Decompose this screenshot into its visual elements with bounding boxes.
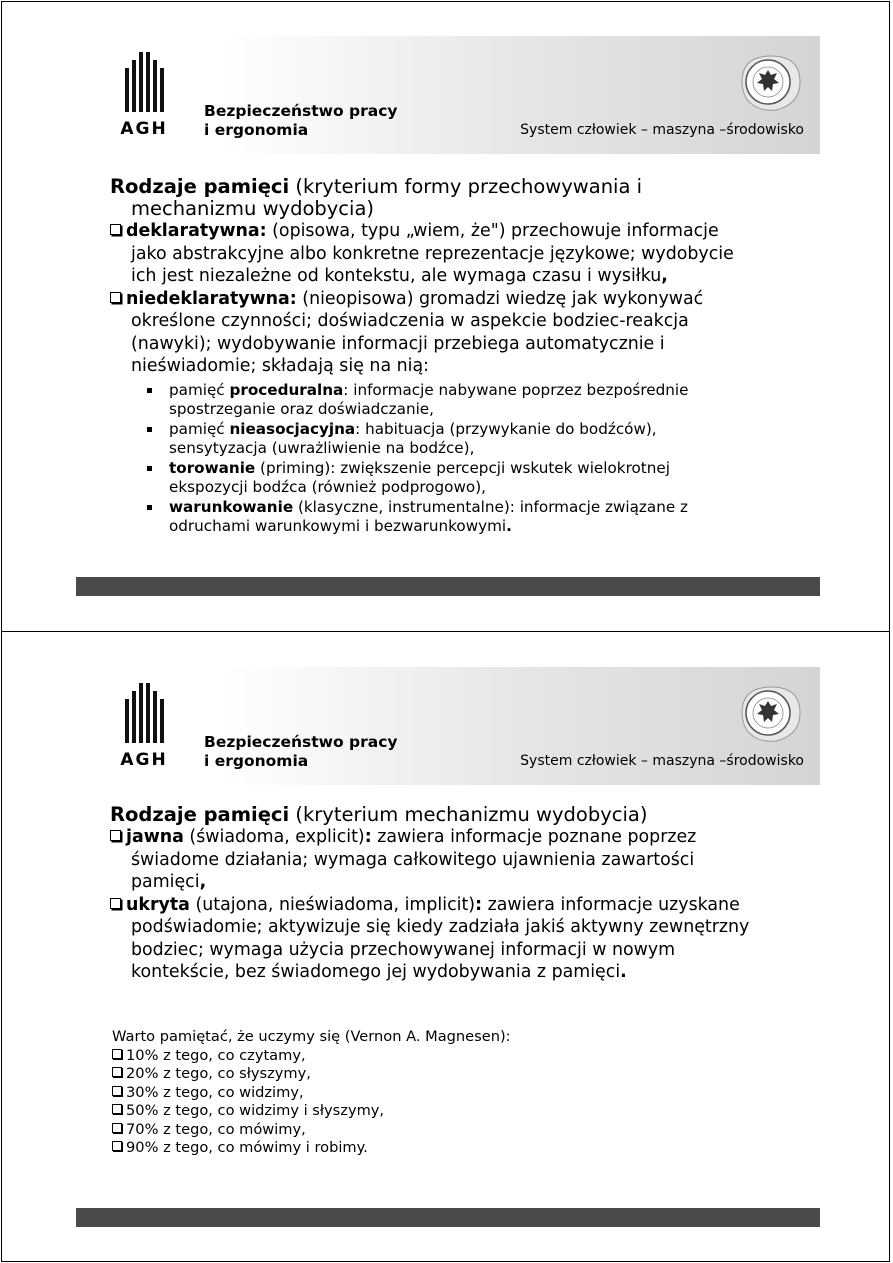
subitem-term: proceduralna xyxy=(229,380,344,399)
checkbox-bullet-icon xyxy=(110,224,121,235)
item-term: niedeklaratywna: xyxy=(126,288,297,309)
course-line-1: Bezpieczeństwo pracy xyxy=(204,733,398,751)
note-item-text: 50% z tego, co widzimy i słyszymy, xyxy=(126,1102,385,1119)
item-text-line xyxy=(110,961,804,984)
item-ukryta xyxy=(110,894,804,917)
item-term: jawna xyxy=(126,827,184,847)
item-end: . xyxy=(620,962,627,982)
course-title xyxy=(204,102,398,140)
item-end: , xyxy=(199,872,207,892)
item-text: zawiera informacje uzyskane xyxy=(482,894,740,915)
item-text-line: nieświadomie; składają się na nią: xyxy=(131,356,430,376)
slide-1 xyxy=(1,1,890,632)
subitem-term: torowanie xyxy=(169,458,256,477)
subitem-pre: pamięć xyxy=(169,419,230,438)
subitem-nieasocjacyjna xyxy=(169,420,804,440)
item-text-line: jako abstrakcyjne albo konkretne reprezentacje językowe; wydobycie xyxy=(131,243,734,264)
note-item xyxy=(112,1121,806,1140)
item-colon: : xyxy=(475,894,483,915)
subitem-line: ekspozycji bodźca (również podprogowo), xyxy=(169,478,486,496)
slide-footer-bar xyxy=(76,1208,820,1227)
item-text-line: bodziec; wymaga użycia przechowywanej informacji w nowym xyxy=(131,939,676,960)
slide-title xyxy=(110,176,804,198)
item-text-line: (nawyki); wydobywanie informacji przebiega automatycznie i xyxy=(131,333,665,354)
note-item xyxy=(112,1047,806,1066)
header-subtitle: System człowiek – maszyna –środowisko xyxy=(520,122,804,138)
square-bullet-icon xyxy=(147,505,152,510)
course-title xyxy=(204,733,398,771)
subitem-line: spostrzeganie oraz doświadczanie, xyxy=(169,400,434,418)
item-jawna xyxy=(110,826,804,849)
note-block xyxy=(112,1028,806,1158)
item-text: ich jest niezależne od kontekstu, ale wymaga czasu i wysiłku xyxy=(131,266,662,286)
slide-title xyxy=(110,804,804,826)
title-rest-2: mechanizmu wydobycia) xyxy=(131,197,374,220)
slide-footer-bar xyxy=(76,577,820,596)
course-line-2: i ergonomia xyxy=(204,752,309,770)
subitem-pre: pamięć xyxy=(169,380,230,399)
subitem-text: : habituacja (przywykanie do bodźców), xyxy=(355,419,657,438)
subitem-text: (priming): zwiększenie percepcji wskutek wielokrotnej xyxy=(255,458,670,477)
subitem-torowanie xyxy=(169,459,804,479)
checkbox-bullet-icon xyxy=(110,898,121,909)
note-item xyxy=(112,1065,806,1084)
item-text-line: określone czynności; doświadczenia w aspekcie bodziec-reakcja xyxy=(131,311,689,331)
checkbox-bullet-icon xyxy=(112,1086,122,1096)
item-text-line: podświadomie; aktywizuje się kiedy zadziała jakiś aktywny zewnętrzny xyxy=(131,917,750,937)
item-text-line xyxy=(110,265,804,288)
title-bold: Rodzaje pamięci xyxy=(110,803,290,826)
agh-logo-icon xyxy=(120,679,172,769)
square-bullet-icon xyxy=(147,427,152,432)
note-item-text: 90% z tego, co mówimy i robimy. xyxy=(126,1139,368,1156)
subitem-term: nieasocjacyjna xyxy=(229,419,356,438)
item-text-line xyxy=(110,871,804,894)
checkbox-bullet-icon xyxy=(110,292,121,303)
slide-body xyxy=(110,804,804,984)
slide-header xyxy=(76,36,820,154)
slide-2 xyxy=(1,631,890,1262)
logo-text: AGH xyxy=(120,119,168,138)
item-text: pamięci xyxy=(131,872,200,892)
note-item-text: 20% z tego, co słyszymy, xyxy=(126,1065,311,1082)
subitem-end: . xyxy=(506,517,512,535)
item-end: , xyxy=(661,266,668,286)
item-text: (opisowa, typu „wiem, że") przechowuje informacje xyxy=(272,221,719,241)
item-text: kontekście, bez świadomego jej wydobywania z pamięci xyxy=(131,962,621,982)
slide-header xyxy=(76,667,820,785)
square-bullet-icon xyxy=(147,388,152,393)
slide-body xyxy=(110,176,804,537)
checkbox-bullet-icon xyxy=(112,1049,122,1059)
item-text: zawiera informacje poznane poprzez xyxy=(371,827,697,847)
subitem-text: (klasyczne, instrumentalne): informacje związane z xyxy=(293,497,688,516)
checkbox-bullet-icon xyxy=(112,1104,122,1114)
item-deklaratywna xyxy=(110,220,804,243)
agh-logo-icon xyxy=(120,48,172,138)
course-line-2: i ergonomia xyxy=(204,121,309,139)
item-term: ukryta xyxy=(126,894,190,915)
item-colon: : xyxy=(364,827,372,847)
item-niedeklaratywna xyxy=(110,288,804,311)
course-line-1: Bezpieczeństwo pracy xyxy=(204,102,398,120)
note-item-text: 10% z tego, co czytamy, xyxy=(126,1046,306,1064)
item-text-line: świadome działania; wymaga całkowitego ujawnienia zawartości xyxy=(131,849,695,870)
subitem-line xyxy=(169,517,804,537)
checkbox-bullet-icon xyxy=(112,1141,122,1151)
subitem-term: warunkowanie xyxy=(169,497,294,516)
checkbox-bullet-icon xyxy=(112,1123,122,1133)
note-item xyxy=(112,1139,806,1158)
note-item xyxy=(112,1102,806,1121)
note-intro: Warto pamiętać, że uczymy się (Vernon A. Magnesen): xyxy=(112,1028,511,1045)
item-text: (nieopisowa) gromadzi wiedzę jak wykonywać xyxy=(302,288,704,309)
item-paren: (utajona, nieświadoma, implicit) xyxy=(189,894,476,915)
item-term: deklaratywna: xyxy=(126,221,267,241)
subitem-proceduralna xyxy=(169,381,804,401)
title-rest: (kryterium mechanizmu wydobycia) xyxy=(295,803,648,826)
title-rest: (kryterium formy przechowywania i xyxy=(295,175,643,198)
note-item xyxy=(112,1084,806,1103)
item-paren: (świadoma, explicit) xyxy=(183,827,365,847)
subitem-line: sensytyzacja (uwrażliwienie na bodźce), xyxy=(169,439,475,457)
agh-emblem-icon xyxy=(736,50,806,114)
header-subtitle: System człowiek – maszyna –środowisko xyxy=(520,753,804,769)
subitem-warunkowanie xyxy=(169,498,804,518)
note-item-text: 30% z tego, co widzimy, xyxy=(126,1083,304,1101)
title-bold: Rodzaje pamięci xyxy=(110,175,290,198)
subitem-text: odruchami warunkowymi i bezwarunkowymi xyxy=(169,517,507,535)
note-item-text: 70% z tego, co mówimy, xyxy=(126,1120,306,1138)
agh-emblem-icon xyxy=(736,681,806,745)
logo-text: AGH xyxy=(120,750,168,769)
checkbox-bullet-icon xyxy=(112,1067,122,1077)
checkbox-bullet-icon xyxy=(110,830,121,841)
square-bullet-icon xyxy=(147,466,152,471)
subitem-text: : informacje nabywane poprzez bezpośrednie xyxy=(343,380,689,399)
